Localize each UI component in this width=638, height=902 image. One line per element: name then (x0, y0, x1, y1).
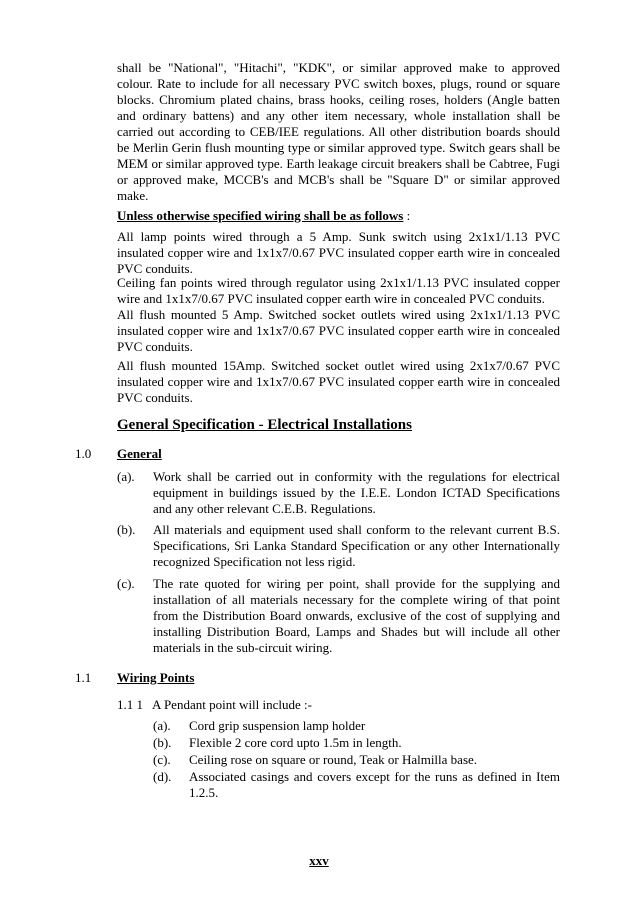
general-item-a-label: (a). (117, 469, 135, 484)
general-item-c-label: (c). (117, 576, 135, 591)
pendant-item-a-label: (a). (153, 718, 171, 733)
section-1-1-heading: Wiring Points (117, 670, 195, 685)
intro-paragraph (117, 60, 560, 204)
wiring-default-paragraph-3 (117, 307, 560, 355)
pendant-item-a-text: Cord grip suspension lamp holder (189, 718, 366, 733)
section-1-1-number: 1.1 (75, 670, 92, 685)
page-number: xxv (309, 853, 329, 868)
general-item-b-label: (b). (117, 522, 136, 537)
section-title: General Specification - Electrical Installations (117, 417, 412, 433)
wiring-default-heading (117, 208, 560, 224)
section-1-0-number: 1.0 (75, 446, 92, 461)
wiring-default-text-1: All lamp points wired through a 5 Amp. Sunk switch using 2x1x1/1.13 PVC insulated copper wire and 1x1x7/0.67 PVC insulated copper earth wire in concealed PVC conduits. (117, 229, 560, 276)
pendant-item-c-label: (c). (153, 752, 171, 767)
wiring-default-text-2: Ceiling fan points wired through regulator using 2x1x1/1.13 PVC insulated copper wire and 1x1x7/0.67 PVC insulated copper earth wire in concealed PVC conduits. (117, 275, 560, 306)
general-item-c-text: The rate quoted for wiring per point, shall provide for the supplying and installation of all materials necessary for the complete wiring of that point from the Distribution Board onwards, exclusive of the cost of supplying and installing Distribution Board, Lamps and Shades but will include all other materials in the sub-circuit wiring. (153, 576, 560, 655)
general-item-a-text: Work shall be carried out in conformity with the regulations for electrical equipment in buildings issued by the I.E.E. London ICTAD Specifications and any other relevant C.E.B. Regulations. (153, 469, 560, 516)
pendant-item-d-label: (d). (153, 769, 172, 784)
pendant-point-intro: 1.1 1 A Pendant point will include :- (117, 697, 312, 712)
pendant-item-d-text: Associated casings and covers except for the runs as defined in Item 1.2.5. (189, 769, 560, 800)
pendant-item-b-text: Flexible 2 core cord upto 1.5m in length. (189, 735, 402, 750)
wiring-default-paragraph-4 (117, 358, 560, 406)
section-1-0-heading: General (117, 446, 162, 461)
wiring-default-paragraph-2 (117, 275, 560, 307)
wiring-default-paragraph-1 (117, 229, 560, 277)
pendant-item-c-text: Ceiling rose on square or round, Teak or Halmilla base. (189, 752, 478, 767)
wiring-default-text-4: All flush mounted 15Amp. Switched socket outlet wired using 2x1x7/0.67 PVC insulated copper wire and 1x1x7/0.67 PVC insulated copper earth wire in concealed PVC conduits. (117, 358, 560, 405)
intro-text: shall be "National", "Hitachi", "KDK", or similar approved make to approved colour. Rate to include for all necessary PVC switch boxes, plugs, round or square blocks. Chromium plated chains, brass hooks, ceiling roses, holders (Angle batten and ordinary battens) and any other item necessary, whole installation shall be carried out according to CEB/IEE regulations. All other distribution boards should be Merlin Gerin flush mounting type or similar approved type. Switch gears shall be MEM or similar approved type. Earth leakage circuit breakers shall be Cabtree, Fugi or approved make, MCCB's and MCB's shall be "Square D" or similar approved make. (117, 60, 560, 203)
wiring-default-heading-suffix: : (403, 208, 411, 223)
general-item-b-text: All materials and equipment used shall conform to the relevant current B.S. Specifications, Sri Lanka Standard Specification or any other Internationally recognized Specification not less rigid. (153, 522, 560, 569)
pendant-item-b-label: (b). (153, 735, 172, 750)
wiring-default-text-3: All flush mounted 5 Amp. Switched socket outlets wired using 2x1x1/1.13 PVC insulated copper wire and 1x1x7/0.67 PVC insulated copper earth wire in concealed PVC conduits. (117, 307, 560, 354)
wiring-default-heading-text: Unless otherwise specified wiring shall be as follows (117, 208, 404, 223)
